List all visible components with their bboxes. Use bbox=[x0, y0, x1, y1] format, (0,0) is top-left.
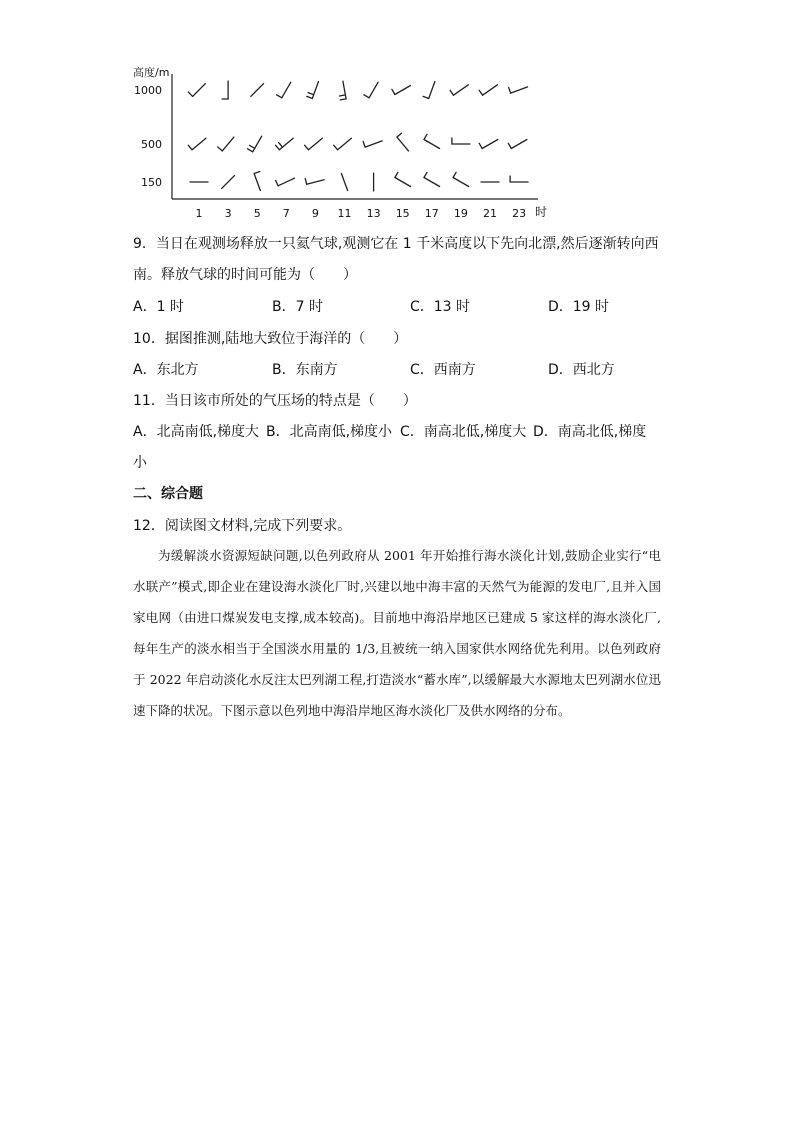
wind-barb bbox=[305, 138, 323, 150]
q10-option-a: A．东北方 bbox=[133, 362, 199, 378]
x-tick-label: 3 bbox=[224, 207, 232, 220]
wind-barb bbox=[222, 81, 228, 99]
wind-barb bbox=[277, 82, 291, 98]
wind-barb bbox=[188, 84, 205, 97]
x-tick-label: 5 bbox=[253, 207, 261, 220]
wind-barb bbox=[254, 172, 260, 191]
x-tick-label: 17 bbox=[424, 207, 439, 220]
wind-barb bbox=[450, 85, 468, 95]
y-tick-label: 150 bbox=[141, 176, 162, 189]
q10-option-d: D．西北方 bbox=[548, 362, 615, 378]
wind-barb bbox=[479, 85, 497, 95]
wind-barb bbox=[397, 133, 409, 151]
wind-barb bbox=[276, 178, 295, 186]
wind-barb bbox=[424, 172, 440, 186]
wind-barb bbox=[392, 86, 411, 95]
question-9-stem-line1: 9．当日在观测场释放一只氦气球,观测它在 1 千米高度以下先向北漂,然后逐渐转向西 bbox=[133, 236, 659, 252]
q9-option-a: A．1 时 bbox=[133, 299, 184, 315]
wind-barb bbox=[508, 140, 527, 149]
q11-option-d: D．南高北低,梯度 bbox=[533, 424, 647, 440]
x-tick-label: 11 bbox=[337, 207, 352, 220]
question-12-prompt: 12．阅读图文材料,完成下列要求。 bbox=[133, 518, 352, 534]
y-tick-labels bbox=[134, 84, 162, 189]
x-tick-label: 19 bbox=[453, 207, 468, 220]
x-axis-unit: 时 bbox=[535, 205, 548, 219]
x-tick-label: 21 bbox=[483, 207, 497, 220]
x-tick-label: 23 bbox=[512, 207, 527, 220]
q10-option-b: B．东南方 bbox=[272, 362, 338, 378]
wind-barb bbox=[218, 137, 234, 151]
q11-option-a: A．北高南低,梯度大 bbox=[133, 424, 260, 440]
wind-barb bbox=[341, 174, 347, 191]
q11-option-b: B．北高南低,梯度小 bbox=[266, 424, 393, 440]
wind-barb bbox=[340, 81, 347, 100]
x-tick-labels bbox=[196, 207, 527, 220]
wind-barb bbox=[248, 136, 262, 152]
question-11-stem: 11．当日该市所处的气压场的特点是（ ） bbox=[133, 393, 417, 409]
wind-barb bbox=[424, 134, 440, 148]
wind-barb bbox=[251, 84, 264, 97]
wind-barb bbox=[479, 140, 498, 149]
y-axis-label: 高度/m bbox=[133, 66, 170, 79]
wind-barb bbox=[188, 138, 206, 150]
q11-option-c: C．南高北低,梯度大 bbox=[400, 424, 527, 440]
x-tick-label: 7 bbox=[282, 207, 290, 220]
x-tick-label: 1 bbox=[195, 207, 203, 220]
wind-barb bbox=[334, 138, 352, 150]
question-9-stem-line2: 南。释放气球的时间可能为（ ） bbox=[133, 267, 357, 283]
wind-barb bbox=[364, 82, 378, 98]
y-tick-label: 1000 bbox=[134, 84, 162, 97]
q9-option-b: B．7 时 bbox=[272, 299, 323, 315]
wind-barb bbox=[363, 141, 382, 147]
wind-barb bbox=[423, 82, 435, 99]
wind-barb bbox=[453, 172, 469, 186]
reading-passage: 为缓解淡水资源短缺问题,以色列政府从 2001 年开始推行海水淡化计划,鼓励企业实行“电水联产”模式,即企业在建设海水淡化厂时,兴建以地中海丰富的天然气为能源的发电厂,且并入国家电网（由进口煤炭发电支撑,成本较高)。目前地中海沿岸地区已建成 5 家这样的海水淡化厂,每年生产的淡水相当于全国淡水用量的 1/3,且被统一纳入国家供水网络优先利用。以色列政府于 2022 年启动淡化水反注太巴列湖工程,打造淡水“蓄水库”,以缓解最大水源地太巴列湖水位迅速下降的状况。下图示意以色列地中海沿岸地区海水淡化厂及供水网络的分布。 bbox=[133, 548, 661, 718]
q9-option-d: D．19 时 bbox=[548, 299, 610, 315]
wind-barb bbox=[276, 138, 294, 150]
wind-barb-chart bbox=[128, 62, 558, 222]
q10-option-c: C．西南方 bbox=[410, 362, 476, 378]
y-tick-label: 500 bbox=[141, 138, 162, 151]
q11-option-d-wrap: 小 bbox=[133, 455, 147, 471]
wind-barbs bbox=[188, 81, 528, 191]
question-10-stem: 10．据图推测,陆地大致位于海洋的（ ） bbox=[133, 331, 408, 347]
wind-barb bbox=[510, 176, 528, 182]
wind-barb bbox=[222, 176, 235, 189]
wind-barb bbox=[307, 82, 319, 99]
q9-option-c: C．13 时 bbox=[410, 299, 471, 315]
wind-barb bbox=[452, 138, 470, 144]
x-tick-label: 13 bbox=[366, 207, 381, 220]
wind-barb bbox=[509, 87, 528, 93]
wind-barb bbox=[305, 179, 324, 185]
section-title: 二、综合题 bbox=[133, 486, 203, 502]
x-tick-label: 15 bbox=[395, 207, 410, 220]
wind-barb bbox=[395, 172, 411, 186]
x-tick-label: 9 bbox=[311, 207, 319, 220]
